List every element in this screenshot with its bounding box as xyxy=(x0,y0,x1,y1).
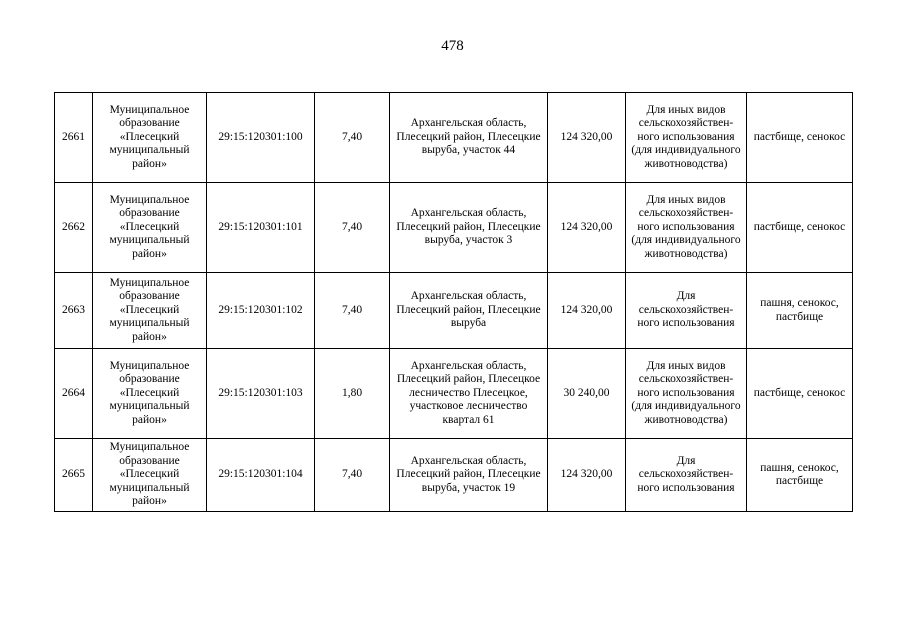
permitted-use-cell: Для иных видов сельскохозяйствен-ного использования (для индивидуального животноводства) xyxy=(626,93,747,183)
table-row xyxy=(55,439,853,512)
owner-cell: Муниципальное образование «Плесецкий муниципальный район» xyxy=(93,439,207,512)
permitted-use-cell: Для иных видов сельскохозяйствен-ного использования (для индивидуального животноводства) xyxy=(626,183,747,273)
table-row xyxy=(55,183,853,273)
cadastral-number-cell: 29:15:120301:100 xyxy=(207,93,315,183)
page-number: 478 xyxy=(441,38,464,54)
owner-cell: Муниципальное образование «Плесецкий муниципальный район» xyxy=(93,93,207,183)
land-category-cell: пастбище, сенокос xyxy=(747,93,853,183)
area-cell: 7,40 xyxy=(315,273,390,349)
row-number: 2665 xyxy=(55,439,93,512)
table-row xyxy=(55,349,853,439)
row-number: 2661 xyxy=(55,93,93,183)
address-cell: Архангельская область, Плесецкий район, Плесецкие выруба xyxy=(390,273,548,349)
table-row xyxy=(55,93,853,183)
address-cell: Архангельская область, Плесецкий район, Плесецкие выруба, участок 3 xyxy=(390,183,548,273)
area-cell: 7,40 xyxy=(315,183,390,273)
land-category-cell: пашня, сенокос, пастбище xyxy=(747,439,853,512)
owner-cell: Муниципальное образование «Плесецкий муниципальный район» xyxy=(93,183,207,273)
permitted-use-cell: Для сельскохозяйствен-ного использования xyxy=(626,439,747,512)
cadastral-number-cell: 29:15:120301:103 xyxy=(207,349,315,439)
cadastral-number-cell: 29:15:120301:104 xyxy=(207,439,315,512)
row-number: 2662 xyxy=(55,183,93,273)
cost-cell: 124 320,00 xyxy=(548,93,626,183)
land-category-cell: пашня, сенокос, пастбище xyxy=(747,273,853,349)
area-cell: 7,40 xyxy=(315,439,390,512)
permitted-use-cell: Для сельскохозяйствен-ного использования xyxy=(626,273,747,349)
address-cell: Архангельская область, Плесецкий район, Плесецкие выруба, участок 19 xyxy=(390,439,548,512)
cost-cell: 124 320,00 xyxy=(548,183,626,273)
owner-cell: Муниципальное образование «Плесецкий муниципальный район» xyxy=(93,273,207,349)
permitted-use-cell: Для иных видов сельскохозяйствен-ного использования (для индивидуального животноводства) xyxy=(626,349,747,439)
area-cell: 7,40 xyxy=(315,93,390,183)
owner-cell: Муниципальное образование «Плесецкий муниципальный район» xyxy=(93,349,207,439)
land-plots-table xyxy=(54,92,853,512)
cost-cell: 124 320,00 xyxy=(548,439,626,512)
row-number: 2663 xyxy=(55,273,93,349)
cadastral-number-cell: 29:15:120301:101 xyxy=(207,183,315,273)
cost-cell: 30 240,00 xyxy=(548,349,626,439)
address-cell: Архангельская область, Плесецкий район, Плесецкие выруба, участок 44 xyxy=(390,93,548,183)
cost-cell: 124 320,00 xyxy=(548,273,626,349)
area-cell: 1,80 xyxy=(315,349,390,439)
table-row xyxy=(55,273,853,349)
land-category-cell: пастбище, сенокос xyxy=(747,349,853,439)
cadastral-number-cell: 29:15:120301:102 xyxy=(207,273,315,349)
row-number: 2664 xyxy=(55,349,93,439)
land-category-cell: пастбище, сенокос xyxy=(747,183,853,273)
address-cell: Архангельская область, Плесецкий район, Плесецкое лесничество Плесецкое, участковое лесничество квартал 61 xyxy=(390,349,548,439)
